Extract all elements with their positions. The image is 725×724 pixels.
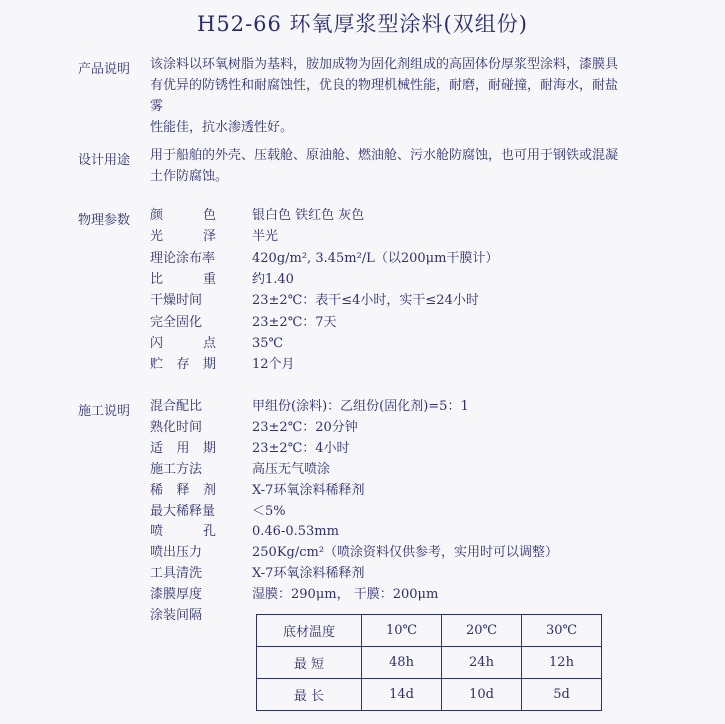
table-cell: 48h [362, 647, 442, 679]
param-label-spaced [150, 522, 216, 542]
paragraph-line: 土作防腐蚀。 [150, 169, 229, 184]
param-label-char: 期 [202, 357, 216, 373]
param-label [150, 206, 242, 226]
param-label [150, 439, 242, 459]
table-cell: 10d [442, 679, 522, 711]
section-label-application: 施工说明 [78, 404, 131, 419]
param-value: 23±2℃：4小时 [252, 440, 350, 456]
design-purpose [150, 145, 622, 187]
param-label: 完全固化 [150, 314, 203, 330]
param-label-char: 点 [202, 335, 216, 351]
param-label-spaced [150, 270, 216, 290]
page-title: H52-66 环氧厚浆型涂料(双组份) [197, 12, 528, 36]
param-label-char: 光 [150, 229, 164, 245]
table-header-row [257, 615, 602, 647]
param-label-char: 剂 [202, 482, 216, 498]
param-value: 23±2℃：7天 [252, 314, 337, 330]
param-label-char: 比 [150, 271, 164, 287]
section-label-product: 产品说明 [78, 62, 131, 77]
param-label: 干燥时间 [150, 293, 203, 309]
param-value: 半光 [252, 229, 279, 245]
param-label-spaced [150, 439, 216, 459]
param-label-char: 闪 [150, 335, 164, 351]
table-cell: 12h [522, 647, 602, 679]
param-label: 熟化时间 [150, 419, 203, 435]
param-label-char: 释 [176, 482, 190, 498]
param-label [150, 355, 242, 375]
param-value: 0.46-0.53mm [252, 524, 339, 540]
param-label-char: 贮 [150, 357, 164, 373]
param-label [150, 481, 242, 501]
param-value: 约1.40 [252, 271, 294, 287]
table-cell: 5d [522, 679, 602, 711]
param-value: 23±2℃：20分钟 [252, 419, 358, 435]
section-label-physical: 物理参数 [78, 213, 131, 228]
table-cell: 30℃ [522, 615, 602, 647]
param-label: 最大稀释量 [150, 503, 216, 519]
param-label [150, 270, 242, 290]
param-label-spaced [150, 481, 216, 501]
param-value: 银白色 铁红色 灰色 [252, 208, 365, 223]
param-label-char: 期 [202, 440, 216, 456]
param-value: 12个月 [252, 357, 295, 373]
param-value: X-7环氧涂料稀释剂 [252, 566, 365, 582]
paragraph-line: 用于船舶的外壳、压载舱、原油舱、燃油舱、污水舱防腐蚀，也可用于钢铁或混凝 [150, 148, 619, 163]
param-label: 喷出压力 [150, 545, 203, 561]
param-label-char: 适 [150, 440, 164, 456]
param-label: 施工方法 [150, 461, 203, 477]
param-value: 250Kg/cm²（喷涂资料仅供参考，实用时可以调整） [252, 545, 559, 561]
param-label-char: 用 [176, 440, 190, 456]
param-label-char: 泽 [202, 229, 216, 245]
recoat-interval-table [256, 614, 602, 711]
param-label: 工具清洗 [150, 566, 203, 582]
param-value: 高压无气喷涂 [252, 461, 331, 477]
param-value: 湿膜：290μm， 干膜：200μm [252, 587, 439, 603]
param-label: 混合配比 [150, 399, 203, 414]
table-cell: 24h [442, 647, 522, 679]
param-label-spaced [150, 355, 216, 375]
param-label-char: 颜 [150, 208, 164, 223]
param-label-char: 喷 [150, 524, 164, 540]
param-label-spaced [150, 227, 216, 247]
param-label-spaced [150, 206, 216, 226]
table-cell: 最 短 [257, 647, 362, 679]
param-label-char: 重 [202, 271, 216, 287]
table-cell: 底材温度 [257, 615, 362, 647]
param-value: 23±2℃：表干≤4小时，实干≤24小时 [252, 293, 479, 309]
param-label: 漆膜厚度 [150, 587, 203, 603]
param-label-char: 色 [202, 208, 216, 223]
param-label-char: 存 [176, 357, 190, 373]
param-value: 35℃ [252, 335, 284, 351]
table-cell: 20℃ [442, 615, 522, 647]
param-label: 理论涂布率 [150, 250, 216, 266]
table-row [257, 679, 602, 711]
table-cell: 14d [362, 679, 442, 711]
param-label-char: 稀 [150, 482, 164, 498]
param-value: X-7环氧涂料稀释剂 [252, 482, 365, 498]
param-label-char: 孔 [202, 524, 216, 540]
paragraph-line: 性能佳，抗水渗透性好。 [150, 120, 294, 135]
table-row [257, 647, 602, 679]
param-label [150, 334, 242, 354]
param-label-spaced [150, 334, 216, 354]
section-label-design: 设计用途 [78, 153, 131, 168]
param-label [150, 522, 242, 542]
param-value: ＜5% [252, 503, 286, 519]
paragraph-line: 该涂料以环氧树脂为基料，胺加成物为固化剂组成的高固体份厚浆型涂料，漆膜具 [150, 57, 619, 72]
table-cell: 10℃ [362, 615, 442, 647]
param-label [150, 227, 242, 247]
param-value: 420g/m², 3.45m²/L（以200μm干膜计） [252, 250, 499, 266]
param-label: 涂装间隔 [150, 608, 203, 623]
table-cell: 最 长 [257, 679, 362, 711]
param-value: 甲组份(涂料)：乙组份(固化剂)=5：1 [252, 399, 469, 414]
paragraph-line: 有优异的防锈性和耐腐蚀性，优良的物理机械性能，耐磨，耐碰撞，耐海水，耐盐雾 [150, 78, 619, 114]
product-description [150, 54, 622, 138]
